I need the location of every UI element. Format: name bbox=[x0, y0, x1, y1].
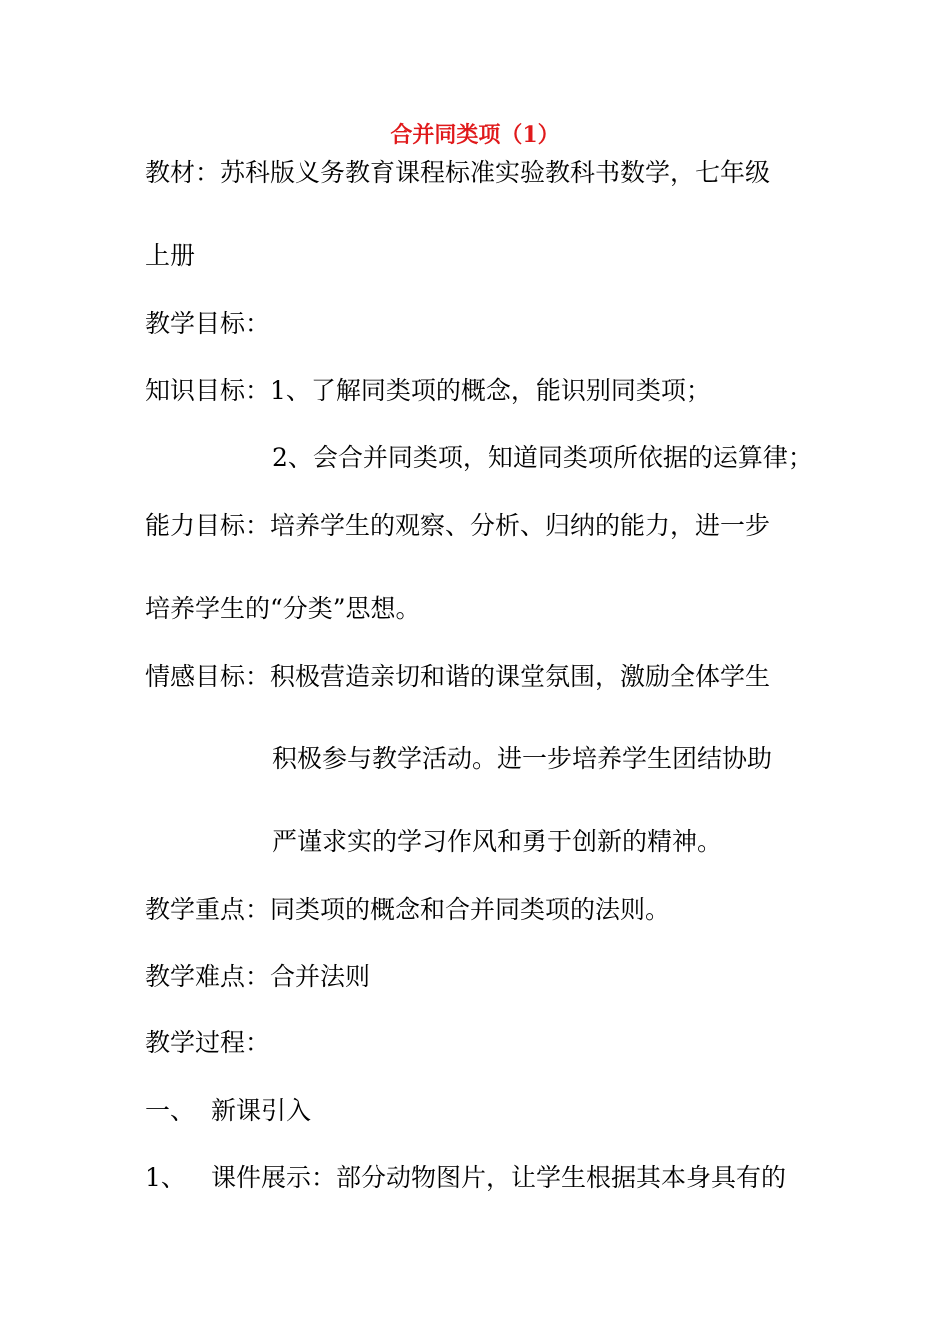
list-marker: 1、 bbox=[145, 1163, 186, 1192]
ability-objective-cont: 培养学生的“分类”思想。 bbox=[145, 594, 421, 623]
knowledge-objective-1: 知识目标：1、了解同类项的概念，能识别同类项； bbox=[145, 376, 711, 405]
knowledge-objective-2: 2、会合并同类项，知道同类项所依据的运算律； bbox=[272, 443, 813, 472]
teaching-objectives-heading: 教学目标： bbox=[145, 309, 271, 338]
emotion-objective: 情感目标：积极营造亲切和谐的课堂氛围，激励全体学生 bbox=[145, 662, 771, 691]
emotion-objective-cont-2: 严谨求实的学习作风和勇于创新的精神。 bbox=[272, 827, 723, 856]
step-1 bbox=[145, 1161, 786, 1195]
list-marker: 一、 bbox=[145, 1096, 196, 1125]
teaching-focus: 教学重点：同类项的概念和合并同类项的法则。 bbox=[145, 895, 671, 924]
step-text: 课件展示：部分动物图片，让学生根据其本身具有的 bbox=[211, 1163, 787, 1192]
teaching-process-heading: 教学过程： bbox=[145, 1028, 271, 1057]
document-title: 合并同类项（1） bbox=[390, 122, 560, 148]
emotion-objective-cont-1: 积极参与教学活动。进一步培养学生团结协助 bbox=[272, 744, 773, 773]
section-label: 新课引入 bbox=[211, 1096, 312, 1125]
teaching-difficulty: 教学难点：合并法则 bbox=[145, 962, 371, 991]
ability-objective: 能力目标：培养学生的观察、分析、归纳的能力，进一步 bbox=[145, 511, 771, 540]
section-new-lesson bbox=[145, 1094, 311, 1128]
textbook-line-cont: 上册 bbox=[145, 241, 196, 270]
textbook-line: 教材：苏科版义务教育课程标准实验教科书数学，七年级 bbox=[145, 158, 771, 187]
